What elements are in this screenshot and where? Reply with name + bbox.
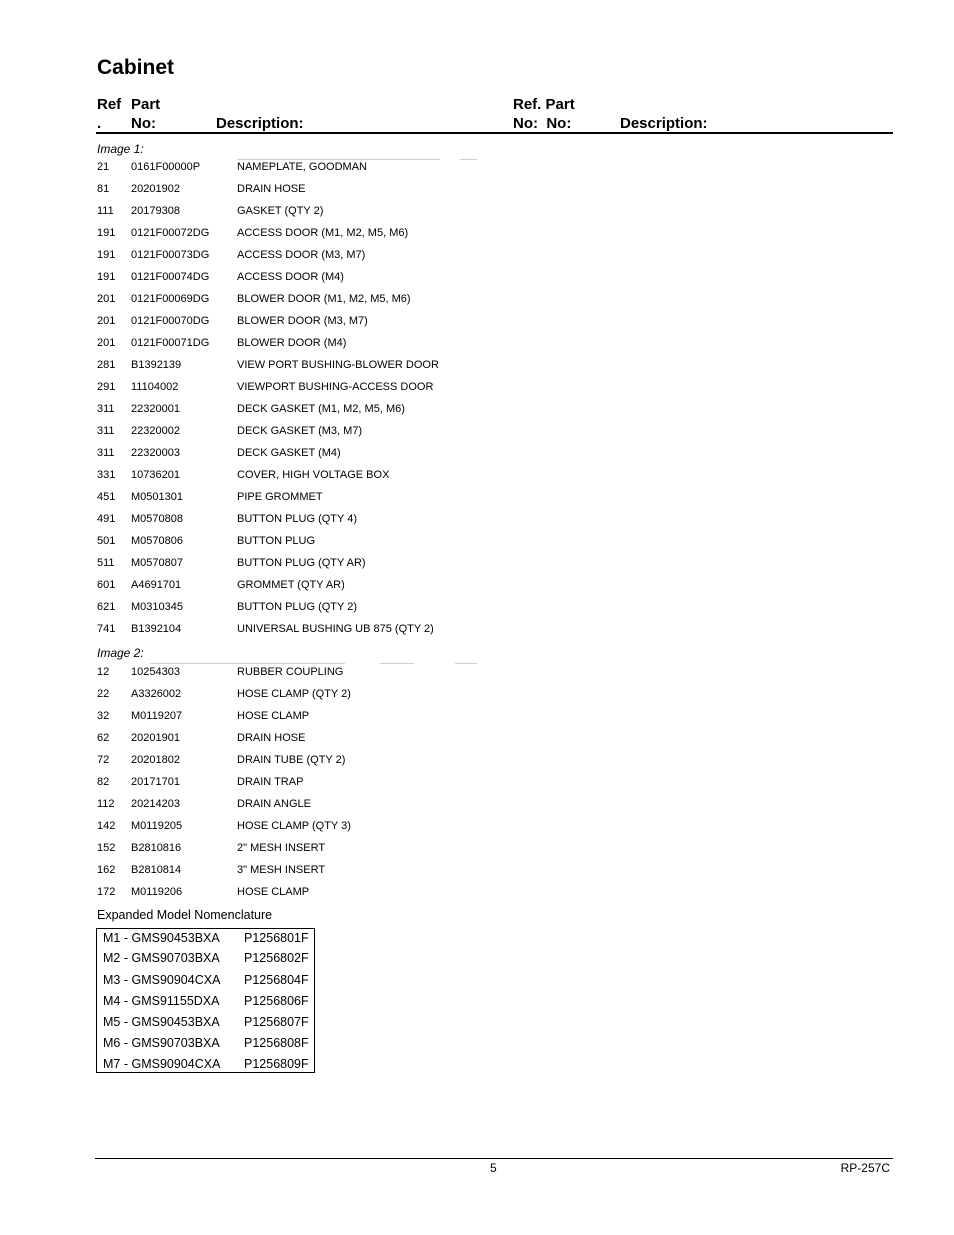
header-part-line1: Part [131,96,161,113]
description-cell: DRAIN TUBE (QTY 2) [237,754,346,766]
model-cell: M2 - GMS90703BXA [103,951,220,965]
nomenclature-table [96,928,315,1073]
header-description: Description: [216,115,304,132]
part-number-cell: A3326002 [131,688,182,700]
section-label-image-2: Image 2: [97,646,144,660]
ref-cell: 82 [97,776,110,788]
ref-cell: 112 [97,798,115,810]
nomenclature-label: Expanded Model Nomenclature [97,908,273,922]
ref-cell: 22 [97,688,110,700]
ref-cell: 621 [97,601,116,613]
header-part [131,95,160,133]
header-right-line1: Ref. Part [513,96,575,113]
description-cell: DECK GASKET (M3, M7) [237,425,363,437]
ref-cell: 281 [97,359,116,371]
model-cell: M5 - GMS90453BXA [103,1015,220,1029]
table-row [0,842,480,864]
description-cell: BUTTON PLUG (QTY 2) [237,601,358,613]
part-number-cell: M0570806 [131,535,183,547]
table-row [0,623,480,645]
part-number-cell: B2810814 [131,864,182,876]
section-divider [455,663,477,664]
ref-cell: 201 [97,293,116,305]
table-row [0,403,480,425]
part-number-cell: M0119205 [131,820,183,832]
description-cell: 2" MESH INSERT [237,842,326,854]
ref-cell: 172 [97,886,116,898]
part-number-cell: 11104002 [131,381,179,393]
part-number-cell: 20201802 [131,754,180,766]
ref-cell: 311 [97,447,115,459]
part-number-cell: P1256804F [244,973,309,987]
nomenclature-row [97,1015,316,1036]
table-row [0,161,480,183]
description-cell: DECK GASKET (M4) [237,447,341,459]
description-cell: NAMEPLATE, GOODMAN [237,161,367,173]
model-cell: M1 - GMS90453BXA [103,931,220,945]
part-number-cell: 20201902 [131,183,180,195]
ref-cell: 12 [97,666,110,678]
description-cell: PIPE GROMMET [237,491,323,503]
table-row [0,601,480,623]
header-right-line2: No: No: [513,115,572,132]
part-number-cell: 0121F00070DG [131,315,210,327]
nomenclature-row [97,931,316,952]
header-right-description: Description: [620,115,708,132]
part-number-cell: 10254303 [131,666,180,678]
ref-cell: 191 [97,227,116,239]
part-number-cell: M0570808 [131,513,183,525]
ref-cell: 191 [97,271,116,283]
section-divider [380,663,414,664]
table-row [0,381,480,403]
ref-cell: 511 [97,557,115,569]
table-row [0,688,480,710]
description-cell: GASKET (QTY 2) [237,205,324,217]
part-number-cell: A4691701 [131,579,182,591]
part-number-cell: B2810816 [131,842,182,854]
table-row [0,469,480,491]
description-cell: HOSE CLAMP [237,710,310,722]
part-number-cell: 20179308 [131,205,180,217]
table-row [0,359,480,381]
description-cell: VIEW PORT BUSHING-BLOWER DOOR [237,359,439,371]
part-number-cell: 22320002 [131,425,180,437]
section-divider [150,663,345,664]
ref-cell: 152 [97,842,116,854]
nomenclature-row [97,951,316,972]
header-right-ref-part [513,95,575,133]
ref-cell: 311 [97,425,115,437]
part-number-cell: 0161F00000P [131,161,201,173]
part-number-cell: M0570807 [131,557,183,569]
description-cell: BLOWER DOOR (M4) [237,337,347,349]
part-number-cell: P1256809F [244,1057,309,1071]
part-number-cell: 20171701 [131,776,180,788]
description-cell: DRAIN HOSE [237,732,306,744]
footer-divider [95,1158,893,1159]
ref-cell: 501 [97,535,116,547]
nomenclature-row [97,1036,316,1057]
part-number-cell: B1392104 [131,623,182,635]
ref-cell: 601 [97,579,116,591]
description-cell: COVER, HIGH VOLTAGE BOX [237,469,390,481]
ref-cell: 142 [97,820,116,832]
table-row [0,271,480,293]
table-row [0,710,480,732]
description-cell: BUTTON PLUG [237,535,316,547]
table-row [0,249,480,271]
model-cell: M3 - GMS90904CXA [103,973,221,987]
header-ref-line1: Ref [97,96,122,113]
part-number-cell: 0121F00072DG [131,227,210,239]
description-cell: ACCESS DOOR (M1, M2, M5, M6) [237,227,409,239]
ref-cell: 291 [97,381,116,393]
part-number-cell: 0121F00071DG [131,337,210,349]
part-number-cell: P1256807F [244,1015,309,1029]
table-row [0,491,480,513]
ref-cell: 81 [97,183,110,195]
model-cell: M4 - GMS91155DXA [103,994,220,1008]
table-row [0,447,480,469]
part-number-cell: P1256801F [244,931,309,945]
description-cell: UNIVERSAL BUSHING UB 875 (QTY 2) [237,623,434,635]
ref-cell: 741 [97,623,116,635]
ref-cell: 111 [97,205,114,217]
part-number-cell: M0501301 [131,491,183,503]
description-cell: HOSE CLAMP (QTY 2) [237,688,351,700]
ref-cell: 191 [97,249,116,261]
nomenclature-row [97,994,316,1015]
page-title: Cabinet [97,56,175,79]
table-row [0,183,480,205]
table-row [0,579,480,601]
part-number-cell: 22320003 [131,447,180,459]
ref-cell: 201 [97,315,116,327]
description-cell: GROMMET (QTY AR) [237,579,345,591]
table-row [0,227,480,249]
part-number-cell: 10736201 [131,469,180,481]
part-number-cell: 0121F00069DG [131,293,210,305]
part-number-cell: 20214203 [131,798,180,810]
description-cell: DECK GASKET (M1, M2, M5, M6) [237,403,405,415]
description-cell: BUTTON PLUG (QTY 4) [237,513,358,525]
table-row [0,293,480,315]
description-cell: HOSE CLAMP [237,886,310,898]
ref-cell: 491 [97,513,116,525]
model-cell: M7 - GMS90904CXA [103,1057,221,1071]
table-row [0,732,480,754]
part-number-cell: M0119206 [131,886,183,898]
ref-cell: 62 [97,732,110,744]
table-row [0,864,480,886]
table-row [0,886,480,908]
part-number-cell: 22320001 [131,403,180,415]
description-cell: 3" MESH INSERT [237,864,326,876]
description-cell: RUBBER COUPLING [237,666,344,678]
part-number-cell: 20201901 [131,732,180,744]
part-number-cell: 0121F00074DG [131,271,210,283]
part-number-cell: P1256806F [244,994,309,1008]
table-row [0,820,480,842]
part-number-cell: P1256802F [244,951,309,965]
description-cell: BUTTON PLUG (QTY AR) [237,557,366,569]
model-cell: M6 - GMS90703BXA [103,1036,220,1050]
header-ref-line2: . [97,115,102,132]
section-divider [460,159,477,160]
description-cell: DRAIN TRAP [237,776,304,788]
section-divider [237,159,440,160]
table-row [0,535,480,557]
table-row [0,315,480,337]
table-row [0,557,480,579]
nomenclature-row [97,973,316,994]
ref-cell: 162 [97,864,116,876]
description-cell: DRAIN HOSE [237,183,306,195]
header-part-line2: No: [131,115,156,132]
description-cell: DRAIN ANGLE [237,798,311,810]
description-cell: ACCESS DOOR (M4) [237,271,344,283]
nomenclature-row [97,1057,316,1078]
description-cell: BLOWER DOOR (M1, M2, M5, M6) [237,293,411,305]
ref-cell: 331 [97,469,116,481]
part-number-cell: P1256808F [244,1036,309,1050]
ref-cell: 32 [97,710,110,722]
ref-cell: 311 [97,403,115,415]
description-cell: VIEWPORT BUSHING-ACCESS DOOR [237,381,434,393]
description-cell: HOSE CLAMP (QTY 3) [237,820,351,832]
table-row [0,798,480,820]
part-number-cell: M0119207 [131,710,183,722]
part-number-cell: B1392139 [131,359,182,371]
table-row [0,666,480,688]
page-number: 5 [490,1161,497,1175]
part-number-cell: 0121F00073DG [131,249,210,261]
part-number-cell: M0310345 [131,601,183,613]
description-cell: BLOWER DOOR (M3, M7) [237,315,368,327]
ref-cell: 21 [97,161,110,173]
table-row [0,754,480,776]
document-number: RP-257C [840,1161,890,1175]
ref-cell: 201 [97,337,116,349]
header-ref [97,95,121,133]
description-cell: ACCESS DOOR (M3, M7) [237,249,366,261]
table-row [0,425,480,447]
table-row [0,337,480,359]
header-divider [96,132,893,134]
section-label-image-1: Image 1: [97,142,144,156]
table-row [0,776,480,798]
ref-cell: 451 [97,491,116,503]
table-row [0,513,480,535]
table-row [0,205,480,227]
ref-cell: 72 [97,754,110,766]
